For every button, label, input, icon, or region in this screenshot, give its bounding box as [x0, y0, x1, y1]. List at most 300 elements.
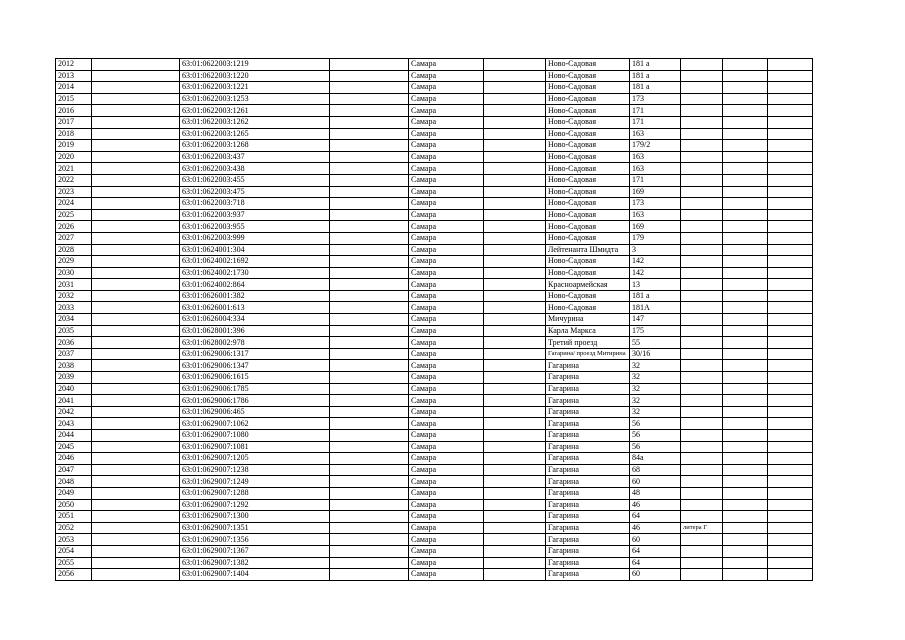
city-cell: Самара [409, 418, 484, 430]
empty-cell [92, 476, 180, 488]
table-row [56, 430, 813, 442]
row-number-cell: 2021 [56, 163, 92, 175]
empty-cell [92, 348, 180, 360]
city-cell: Самара [409, 128, 484, 140]
empty-cell [92, 534, 180, 546]
empty-cell [330, 232, 409, 244]
house-number-cell: 48 [630, 487, 681, 499]
note-cell [681, 360, 723, 372]
city-cell: Самара [409, 464, 484, 476]
street-cell: Ново-Садовая [546, 302, 630, 314]
house-number-cell: 181А [630, 302, 681, 314]
empty-cell [484, 406, 546, 418]
table-row [56, 453, 813, 465]
empty-cell [330, 464, 409, 476]
empty-cell [723, 348, 768, 360]
city-cell: Самара [409, 395, 484, 407]
empty-cell [330, 174, 409, 186]
row-number-cell: 2035 [56, 325, 92, 337]
empty-cell [330, 453, 409, 465]
city-cell: Самара [409, 209, 484, 221]
empty-cell [723, 302, 768, 314]
table-body [56, 59, 813, 581]
empty-cell [330, 244, 409, 256]
house-number-cell: 169 [630, 221, 681, 233]
row-number-cell: 2013 [56, 70, 92, 82]
cadastral-number-cell: 63:01:0629007:1062 [180, 418, 330, 430]
row-number-cell: 2051 [56, 511, 92, 523]
empty-cell [768, 128, 813, 140]
house-number-cell: 173 [630, 93, 681, 105]
empty-cell [330, 487, 409, 499]
note-cell [681, 325, 723, 337]
empty-cell [484, 569, 546, 581]
empty-cell [768, 186, 813, 198]
note-cell [681, 372, 723, 384]
row-number-cell: 2025 [56, 209, 92, 221]
note-cell [681, 418, 723, 430]
street-cell: Ново-Садовая [546, 290, 630, 302]
empty-cell [723, 372, 768, 384]
empty-cell [768, 174, 813, 186]
empty-cell [92, 522, 180, 534]
note-cell [681, 186, 723, 198]
empty-cell [484, 499, 546, 511]
empty-cell [92, 267, 180, 279]
row-number-cell: 2029 [56, 256, 92, 268]
empty-cell [723, 383, 768, 395]
empty-cell [484, 279, 546, 291]
empty-cell [92, 314, 180, 326]
empty-cell [484, 476, 546, 488]
empty-cell [92, 383, 180, 395]
table-row [56, 128, 813, 140]
cadastral-number-cell: 63:01:0626001:382 [180, 290, 330, 302]
cadastral-number-cell: 63:01:0622003:718 [180, 198, 330, 210]
street-cell: Гагарина [546, 453, 630, 465]
empty-cell [723, 186, 768, 198]
city-cell: Самара [409, 406, 484, 418]
empty-cell [484, 221, 546, 233]
row-number-cell: 2028 [56, 244, 92, 256]
street-cell: Ново-Садовая [546, 163, 630, 175]
note-cell [681, 476, 723, 488]
empty-cell [92, 487, 180, 499]
row-number-cell: 2018 [56, 128, 92, 140]
empty-cell [92, 418, 180, 430]
empty-cell [92, 93, 180, 105]
empty-cell [768, 59, 813, 71]
note-cell [681, 116, 723, 128]
empty-cell [330, 279, 409, 291]
empty-cell [484, 557, 546, 569]
house-number-cell: 60 [630, 476, 681, 488]
empty-cell [723, 314, 768, 326]
table-row [56, 325, 813, 337]
cadastral-number-cell: 63:01:0629007:1238 [180, 464, 330, 476]
empty-cell [92, 290, 180, 302]
empty-cell [330, 372, 409, 384]
empty-cell [92, 174, 180, 186]
empty-cell [768, 372, 813, 384]
empty-cell [768, 151, 813, 163]
table-row [56, 209, 813, 221]
empty-cell [484, 198, 546, 210]
row-number-cell: 2043 [56, 418, 92, 430]
table-row [56, 441, 813, 453]
empty-cell [484, 163, 546, 175]
empty-cell [723, 279, 768, 291]
city-cell: Самара [409, 325, 484, 337]
house-number-cell: 179/2 [630, 140, 681, 152]
empty-cell [484, 105, 546, 117]
empty-cell [768, 453, 813, 465]
street-cell: Карла Маркса [546, 325, 630, 337]
empty-cell [723, 360, 768, 372]
empty-cell [723, 82, 768, 94]
table-row [56, 198, 813, 210]
house-number-cell: 64 [630, 557, 681, 569]
street-cell: Гагарина [546, 441, 630, 453]
empty-cell [484, 70, 546, 82]
cadastral-number-cell: 63:01:0622003:1265 [180, 128, 330, 140]
table-row [56, 545, 813, 557]
empty-cell [768, 522, 813, 534]
row-number-cell: 2019 [56, 140, 92, 152]
house-number-cell: 171 [630, 105, 681, 117]
house-number-cell: 30/16 [630, 348, 681, 360]
city-cell: Самара [409, 186, 484, 198]
row-number-cell: 2015 [56, 93, 92, 105]
cadastral-number-cell: 63:01:0629006:1786 [180, 395, 330, 407]
city-cell: Самара [409, 174, 484, 186]
note-cell [681, 383, 723, 395]
row-number-cell: 2055 [56, 557, 92, 569]
city-cell: Самара [409, 302, 484, 314]
table-row [56, 151, 813, 163]
city-cell: Самара [409, 499, 484, 511]
empty-cell [723, 221, 768, 233]
empty-cell [768, 163, 813, 175]
empty-cell [92, 140, 180, 152]
city-cell: Самара [409, 348, 484, 360]
empty-cell [330, 499, 409, 511]
house-number-cell: 64 [630, 545, 681, 557]
table-row [56, 383, 813, 395]
table-row [56, 499, 813, 511]
house-number-cell: 163 [630, 163, 681, 175]
table-row [56, 348, 813, 360]
empty-cell [92, 232, 180, 244]
empty-cell [723, 105, 768, 117]
empty-cell [330, 430, 409, 442]
street-cell: Гагарина [546, 360, 630, 372]
empty-cell [768, 395, 813, 407]
note-cell [681, 534, 723, 546]
empty-cell [330, 314, 409, 326]
cadastral-number-cell: 63:01:0622003:1221 [180, 82, 330, 94]
house-number-cell: 142 [630, 267, 681, 279]
empty-cell [768, 244, 813, 256]
cadastral-number-cell: 63:01:0626004:334 [180, 314, 330, 326]
empty-cell [768, 267, 813, 279]
empty-cell [768, 314, 813, 326]
row-number-cell: 2033 [56, 302, 92, 314]
empty-cell [330, 209, 409, 221]
empty-cell [484, 511, 546, 523]
empty-cell [723, 140, 768, 152]
row-number-cell: 2036 [56, 337, 92, 349]
empty-cell [330, 360, 409, 372]
empty-cell [484, 325, 546, 337]
street-cell: Гагарина [546, 406, 630, 418]
empty-cell [484, 302, 546, 314]
note-cell [681, 290, 723, 302]
row-number-cell: 2023 [56, 186, 92, 198]
empty-cell [330, 59, 409, 71]
empty-cell [768, 337, 813, 349]
empty-cell [723, 545, 768, 557]
empty-cell [484, 383, 546, 395]
empty-cell [484, 522, 546, 534]
house-number-cell: 32 [630, 372, 681, 384]
note-cell [681, 198, 723, 210]
table-row [56, 232, 813, 244]
row-number-cell: 2045 [56, 441, 92, 453]
row-number-cell: 2046 [56, 453, 92, 465]
empty-cell [330, 348, 409, 360]
street-cell: Гагарина [546, 511, 630, 523]
note-cell [681, 221, 723, 233]
empty-cell [92, 198, 180, 210]
note-cell: литера Г [681, 522, 723, 534]
empty-cell [92, 186, 180, 198]
row-number-cell: 2012 [56, 59, 92, 71]
empty-cell [723, 487, 768, 499]
empty-cell [484, 348, 546, 360]
empty-cell [330, 383, 409, 395]
empty-cell [330, 441, 409, 453]
row-number-cell: 2041 [56, 395, 92, 407]
street-cell: Ново-Садовая [546, 93, 630, 105]
city-cell: Самара [409, 557, 484, 569]
empty-cell [330, 534, 409, 546]
empty-cell [92, 116, 180, 128]
city-cell: Самара [409, 441, 484, 453]
city-cell: Самара [409, 534, 484, 546]
row-number-cell: 2034 [56, 314, 92, 326]
street-cell: Ново-Садовая [546, 174, 630, 186]
empty-cell [723, 569, 768, 581]
table-row [56, 406, 813, 418]
street-cell: Ново-Садовая [546, 232, 630, 244]
empty-cell [723, 290, 768, 302]
empty-cell [484, 59, 546, 71]
empty-cell [723, 116, 768, 128]
empty-cell [484, 256, 546, 268]
empty-cell [768, 221, 813, 233]
city-cell: Самара [409, 279, 484, 291]
empty-cell [92, 545, 180, 557]
row-number-cell: 2049 [56, 487, 92, 499]
house-number-cell: 163 [630, 209, 681, 221]
city-cell: Самара [409, 511, 484, 523]
empty-cell [92, 105, 180, 117]
empty-cell [92, 360, 180, 372]
empty-cell [330, 186, 409, 198]
empty-cell [330, 418, 409, 430]
table-row [56, 360, 813, 372]
empty-cell [92, 511, 180, 523]
empty-cell [723, 395, 768, 407]
empty-cell [723, 430, 768, 442]
empty-cell [723, 464, 768, 476]
empty-cell [330, 221, 409, 233]
cadastral-number-cell: 63:01:0629006:465 [180, 406, 330, 418]
empty-cell [330, 256, 409, 268]
note-cell [681, 441, 723, 453]
cadastral-number-cell: 63:01:0628002:978 [180, 337, 330, 349]
note-cell [681, 256, 723, 268]
empty-cell [484, 453, 546, 465]
row-number-cell: 2022 [56, 174, 92, 186]
empty-cell [723, 557, 768, 569]
note-cell [681, 406, 723, 418]
table-row [56, 372, 813, 384]
empty-cell [484, 186, 546, 198]
note-cell [681, 244, 723, 256]
table-row [56, 70, 813, 82]
empty-cell [723, 267, 768, 279]
empty-cell [92, 406, 180, 418]
empty-cell [768, 406, 813, 418]
empty-cell [330, 522, 409, 534]
row-number-cell: 2042 [56, 406, 92, 418]
empty-cell [92, 244, 180, 256]
city-cell: Самара [409, 267, 484, 279]
row-number-cell: 2044 [56, 430, 92, 442]
table-row [56, 464, 813, 476]
table-row [56, 395, 813, 407]
empty-cell [92, 302, 180, 314]
empty-cell [92, 372, 180, 384]
row-number-cell: 2030 [56, 267, 92, 279]
empty-cell [723, 325, 768, 337]
row-number-cell: 2038 [56, 360, 92, 372]
street-cell: Ново-Садовая [546, 140, 630, 152]
row-number-cell: 2020 [56, 151, 92, 163]
note-cell [681, 337, 723, 349]
empty-cell [768, 82, 813, 94]
empty-cell [768, 209, 813, 221]
empty-cell [768, 569, 813, 581]
empty-cell [723, 406, 768, 418]
empty-cell [92, 557, 180, 569]
note-cell [681, 314, 723, 326]
house-number-cell: 84а [630, 453, 681, 465]
empty-cell [92, 128, 180, 140]
street-cell: Ново-Садовая [546, 70, 630, 82]
empty-cell [330, 198, 409, 210]
empty-cell [92, 441, 180, 453]
city-cell: Самара [409, 244, 484, 256]
city-cell: Самара [409, 430, 484, 442]
empty-cell [92, 325, 180, 337]
house-number-cell: 3 [630, 244, 681, 256]
city-cell: Самара [409, 256, 484, 268]
empty-cell [484, 116, 546, 128]
empty-cell [92, 569, 180, 581]
empty-cell [723, 244, 768, 256]
row-number-cell: 2050 [56, 499, 92, 511]
empty-cell [92, 256, 180, 268]
empty-cell [484, 267, 546, 279]
house-number-cell: 32 [630, 360, 681, 372]
empty-cell [92, 82, 180, 94]
street-cell: Гагарина [546, 534, 630, 546]
empty-cell [484, 128, 546, 140]
table-row [56, 279, 813, 291]
street-cell: Ново-Садовая [546, 128, 630, 140]
empty-cell [92, 430, 180, 442]
cadastral-number-cell: 63:01:0629007:1404 [180, 569, 330, 581]
city-cell: Самара [409, 105, 484, 117]
empty-cell [484, 314, 546, 326]
note-cell [681, 105, 723, 117]
city-cell: Самара [409, 151, 484, 163]
note-cell [681, 70, 723, 82]
empty-cell [768, 93, 813, 105]
note-cell [681, 545, 723, 557]
house-number-cell: 32 [630, 395, 681, 407]
empty-cell [768, 290, 813, 302]
empty-cell [723, 441, 768, 453]
empty-cell [484, 418, 546, 430]
row-number-cell: 2016 [56, 105, 92, 117]
street-cell: Гагарина [546, 464, 630, 476]
note-cell [681, 82, 723, 94]
empty-cell [723, 174, 768, 186]
empty-cell [484, 93, 546, 105]
registry-table [55, 58, 813, 581]
street-cell: Ново-Садовая [546, 267, 630, 279]
empty-cell [768, 70, 813, 82]
cadastral-number-cell: 63:01:0629007:1249 [180, 476, 330, 488]
street-cell: Третий проезд [546, 337, 630, 349]
empty-cell [768, 441, 813, 453]
city-cell: Самара [409, 163, 484, 175]
city-cell: Самара [409, 314, 484, 326]
house-number-cell: 56 [630, 418, 681, 430]
empty-cell [330, 476, 409, 488]
empty-cell [723, 511, 768, 523]
empty-cell [330, 105, 409, 117]
house-number-cell: 32 [630, 406, 681, 418]
cadastral-number-cell: 63:01:0622003:937 [180, 209, 330, 221]
house-number-cell: 142 [630, 256, 681, 268]
note-cell [681, 140, 723, 152]
note-cell [681, 511, 723, 523]
empty-cell [768, 116, 813, 128]
house-number-cell: 56 [630, 441, 681, 453]
street-cell: Ново-Садовая [546, 186, 630, 198]
city-cell: Самара [409, 232, 484, 244]
empty-cell [723, 59, 768, 71]
empty-cell [330, 93, 409, 105]
cadastral-number-cell: 63:01:0629006:1347 [180, 360, 330, 372]
house-number-cell: 56 [630, 430, 681, 442]
note-cell [681, 464, 723, 476]
